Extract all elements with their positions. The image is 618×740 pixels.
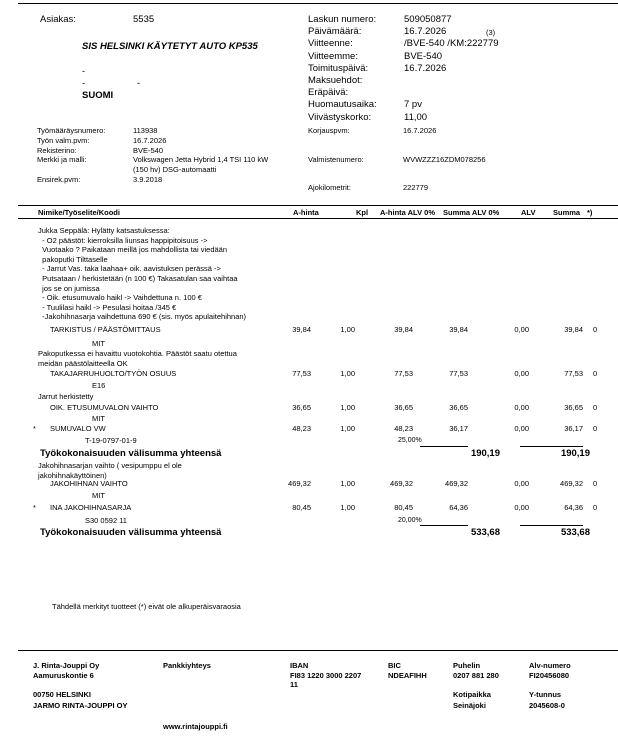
description-line: jakohihnakäyttöinen)	[38, 470, 107, 480]
description-line: - Oik. etusumuvalo haikl -> Vaihdettuna n. 100 €	[38, 293, 202, 303]
item-vat: 0,00	[514, 325, 529, 334]
customer-number: 5535	[133, 14, 155, 25]
item-unit-price-vat0: 77,53	[394, 369, 413, 378]
col-summa-alv0: Summa ALV 0%	[443, 208, 500, 217]
vehicle-info-label: Valmistenumero:	[308, 155, 364, 164]
description-line: jos se on jumissa	[38, 283, 100, 293]
description-line: pakoputki Tilttaselle	[38, 254, 108, 264]
customer-country: SUOMI	[82, 90, 114, 101]
vehicle-info-label: Työn valm.pvm:	[37, 136, 90, 145]
footer-iban-label: IBAN	[290, 661, 309, 670]
description-line: Pakoputkessa ei havaittu vuotokohtia. Päästöt saatu otettua	[38, 349, 237, 358]
item-sum-vat0: 36,17	[449, 424, 468, 433]
original-part-mark: *	[33, 503, 36, 512]
invoice-info-value: /BVE-540 /KM:222779	[404, 38, 499, 49]
item-note: 0	[593, 403, 598, 412]
item-note: 0	[593, 503, 598, 512]
item-name: INA JAKOHIHNASARJA	[50, 503, 132, 512]
col-alv: ALV	[521, 208, 536, 217]
invoice-info-label: Viivästyskorko:	[308, 112, 372, 123]
item-quantity: 1,00	[340, 325, 355, 334]
address-line-2: -	[82, 78, 86, 89]
vehicle-info-value: 222779	[403, 183, 429, 192]
description-line: - Jarrut Vas. taka laahaa+ oik. aavistuksen perässä ->	[38, 264, 221, 274]
item-sum-vat0: 469,32	[445, 479, 468, 488]
item-sum: 77,53	[564, 369, 583, 378]
subtotal-sum: 190,19	[560, 448, 590, 459]
item-quantity: 1,00	[340, 424, 355, 433]
item-name: SUMUVALO VW	[50, 424, 106, 433]
footer-person: JARMO RINTA-JOUPPI OY	[33, 701, 128, 710]
item-unit-price-vat0: 48,23	[394, 424, 413, 433]
footer-company: J. Rinta-Jouppi Oy	[33, 661, 100, 670]
vehicle-info-label: Merkki ja malli:	[37, 155, 87, 164]
address-line-3: -	[137, 78, 141, 89]
vehicle-info-label: Rekisterino:	[37, 146, 77, 155]
item-name: OIK. ETUSUMUVALON VAIHTO	[50, 403, 159, 412]
item-unit-price: 39,84	[292, 325, 311, 334]
col-summa: Summa	[553, 208, 581, 217]
item-note: 0	[593, 369, 598, 378]
invoice-info-value: 16.7.2026	[404, 63, 447, 74]
address-line-1: -	[82, 66, 86, 77]
footer-bic-value: NDEAFIHH	[388, 671, 427, 680]
customer-name: SIS HELSINKI KÄYTETYT AUTO KP535	[82, 41, 258, 52]
vehicle-info-value: 113938	[133, 126, 158, 135]
footer-phone-label: Puhelin	[453, 661, 481, 670]
vehicle-info-label: Työmääräysnumero:	[37, 126, 106, 135]
item-sum: 36,65	[564, 403, 583, 412]
item-unit-price: 36,65	[292, 403, 311, 412]
invoice-info-extra: (3)	[486, 28, 496, 37]
item-unit-price: 77,53	[292, 369, 311, 378]
customer-label: Asiakas:	[40, 14, 76, 25]
item-note: 0	[593, 424, 598, 433]
description-line: Jarrut herkistetty	[38, 392, 94, 401]
footer-ytunnus-value: 2045608-0	[529, 701, 565, 710]
item-vat: 0,00	[514, 503, 529, 512]
vehicle-info-value: BVE-540	[133, 146, 164, 155]
subtotal-rule	[520, 525, 583, 526]
invoice-info-label: Päivämäärä:	[308, 26, 362, 37]
invoice-info-value: 509050877	[404, 14, 452, 25]
footer-ytunnus-label: Y-tunnus	[529, 690, 562, 699]
invoice-info-label: Toimituspäivä:	[308, 63, 369, 74]
vehicle-info-label: Ajokilometrit:	[308, 183, 351, 192]
item-quantity: 1,00	[340, 503, 355, 512]
subtotal-label: Työkokonaisuuden välisumma yhteensä	[40, 527, 222, 538]
subtotal-rule	[420, 446, 468, 447]
col-ahinta: A-hinta	[293, 208, 319, 217]
vehicle-info-value: WVWZZZ16ZDM078256	[403, 155, 486, 164]
description-line: Jakohihnasarjan vaihto ( vesipumppu el ole	[38, 461, 182, 470]
item-unit-price-vat0: 80,45	[394, 503, 413, 512]
top-border	[18, 3, 618, 4]
header-bottom-line	[18, 218, 618, 219]
footer-vat-value: FI20456080	[529, 671, 570, 680]
col-ahinta-alv0: A-hinta ALV 0%	[380, 208, 436, 217]
item-vat: 0,00	[514, 403, 529, 412]
item-quantity: 1,00	[340, 479, 355, 488]
subtotal-rule	[520, 446, 583, 447]
description-line: -Jakohihnasarja vaihdettuna 690 € (sis. myös apulaitehihnan)	[38, 312, 247, 322]
item-sum-vat0: 64,36	[449, 503, 468, 512]
item-unit-price-vat0: 469,32	[390, 479, 413, 488]
item-unit-price-vat0: 39,84	[394, 325, 413, 334]
footer-home-value: Seinäjoki	[453, 701, 486, 710]
vehicle-info-value: (150 hv) DSG-automaatti	[133, 165, 217, 174]
footer-phone-value: 0207 881 280	[453, 671, 499, 680]
vehicle-info-value: 16.7.2026	[403, 126, 437, 135]
subtotal-sum-vat0: 533,68	[470, 527, 500, 538]
item-vat: 0,00	[514, 479, 529, 488]
item-unit-price: 469,32	[288, 479, 311, 488]
invoice-info-value: 11,00	[404, 112, 428, 123]
item-sum-vat0: 36,65	[449, 403, 468, 412]
invoice-info-value: 7 pv	[404, 99, 422, 110]
vehicle-info-value: Volkswagen Jetta Hybrid 1,4 TSI 110 kW	[133, 155, 269, 164]
subtotal-sum: 533,68	[560, 527, 590, 538]
col-note: *)	[587, 208, 593, 217]
item-sum-vat0: 77,53	[449, 369, 468, 378]
item-discount: 25,00%	[398, 437, 422, 444]
footer-home-label: Kotipaikka	[453, 690, 491, 699]
item-note: 0	[593, 479, 598, 488]
item-quantity: 1,00	[340, 403, 355, 412]
item-code: MIT	[92, 339, 105, 348]
item-note: 0	[593, 325, 598, 334]
invoice-info-label: Huomautusaika:	[308, 99, 377, 110]
item-vat: 0,00	[514, 369, 529, 378]
item-unit-price-vat0: 36,65	[394, 403, 413, 412]
footer-iban-value: FI83 1220 3000 2207	[290, 671, 362, 680]
item-unit-price: 48,23	[292, 424, 311, 433]
description-line: Jukka Seppälä: Hylätty katsastuksessa:	[38, 226, 170, 235]
vehicle-info-label: Korjauspvm:	[308, 126, 350, 135]
footer-bic-label: BIC	[388, 661, 401, 670]
item-sum: 469,32	[560, 479, 583, 488]
item-discount: 20,00%	[398, 517, 422, 524]
item-name: TAKAJARRUHUOLTO/TYÖN OSUUS	[50, 369, 177, 378]
description-line: - Tuulilasi haikl -> Pesulasi hoitaa /345 €	[38, 302, 177, 312]
invoice-info-label: Maksuehdot:	[308, 75, 363, 86]
invoice-info-value: BVE-540	[404, 51, 443, 62]
footer-line	[18, 650, 618, 651]
item-code: MIT	[92, 491, 105, 500]
col-kpl: Kpl	[356, 208, 369, 217]
item-sum-vat0: 39,84	[449, 325, 468, 334]
footer-iban-value-2: 11	[290, 680, 298, 689]
header-top-line	[18, 205, 618, 206]
footer-vat-label: Alv-numero	[529, 661, 571, 670]
footer-website[interactable]: www.rintajouppi.fi	[163, 722, 228, 731]
vehicle-info-value: 3.9.2018	[133, 175, 163, 184]
item-sum: 64,36	[564, 503, 583, 512]
invoice-info-label: Viitteemme:	[308, 51, 358, 62]
vehicle-info-label: Ensirek.pvm:	[37, 175, 81, 184]
description-line: Vuotaako ? Paikataan meillä jos mahdollista tai viedään	[38, 245, 228, 255]
footer-bank-label: Pankkiyhteys	[163, 661, 211, 670]
subtotal-rule	[420, 525, 468, 526]
item-vat: 0,00	[514, 424, 529, 433]
item-sum: 39,84	[564, 325, 583, 334]
item-name: JAKOHIHNAN VAIHTO	[50, 479, 128, 488]
vehicle-info-value: 16.7.2026	[133, 136, 167, 145]
original-part-mark: *	[33, 424, 36, 433]
invoice-info-label: Laskun numero:	[308, 14, 377, 25]
item-sum: 36,17	[564, 424, 583, 433]
footer-street: Aamuruskontie 6	[33, 671, 94, 680]
description-line: meidän päästölaitteella OK	[38, 359, 128, 368]
item-name: TARKISTUS / PÄÄSTÖMITTAUS	[50, 325, 161, 334]
item-code: MIT	[92, 414, 105, 423]
item-code: E16	[92, 381, 106, 390]
item-unit-price: 80,45	[292, 503, 311, 512]
subtotal-sum-vat0: 190,19	[470, 448, 500, 459]
footnote: Tähdellä merkityt tuotteet (*) eivät ole alkuperäisvaraosia	[52, 602, 241, 611]
item-code: T-19-0797-01-9	[85, 436, 137, 445]
footer-postal: 00750 HELSINKI	[33, 690, 91, 699]
item-quantity: 1,00	[340, 369, 355, 378]
invoice-info-value: 16.7.2026	[404, 26, 447, 37]
description-line: Putsataan / herkistetään (n 100 €) Takasatulan saa vaihtaa	[38, 274, 238, 283]
invoice-info-label: Viitteenne:	[308, 38, 353, 49]
subtotal-label: Työkokonaisuuden välisumma yhteensä	[40, 448, 222, 459]
invoice-info-label: Eräpäivä:	[308, 87, 349, 98]
col-nimike: Nimike/Työselite/Koodi	[38, 208, 120, 217]
item-code: S30 0592 11	[85, 516, 127, 525]
description-line: - O2 päästöt: kierroksilla liunsas happipitoisuus ->	[38, 235, 208, 245]
